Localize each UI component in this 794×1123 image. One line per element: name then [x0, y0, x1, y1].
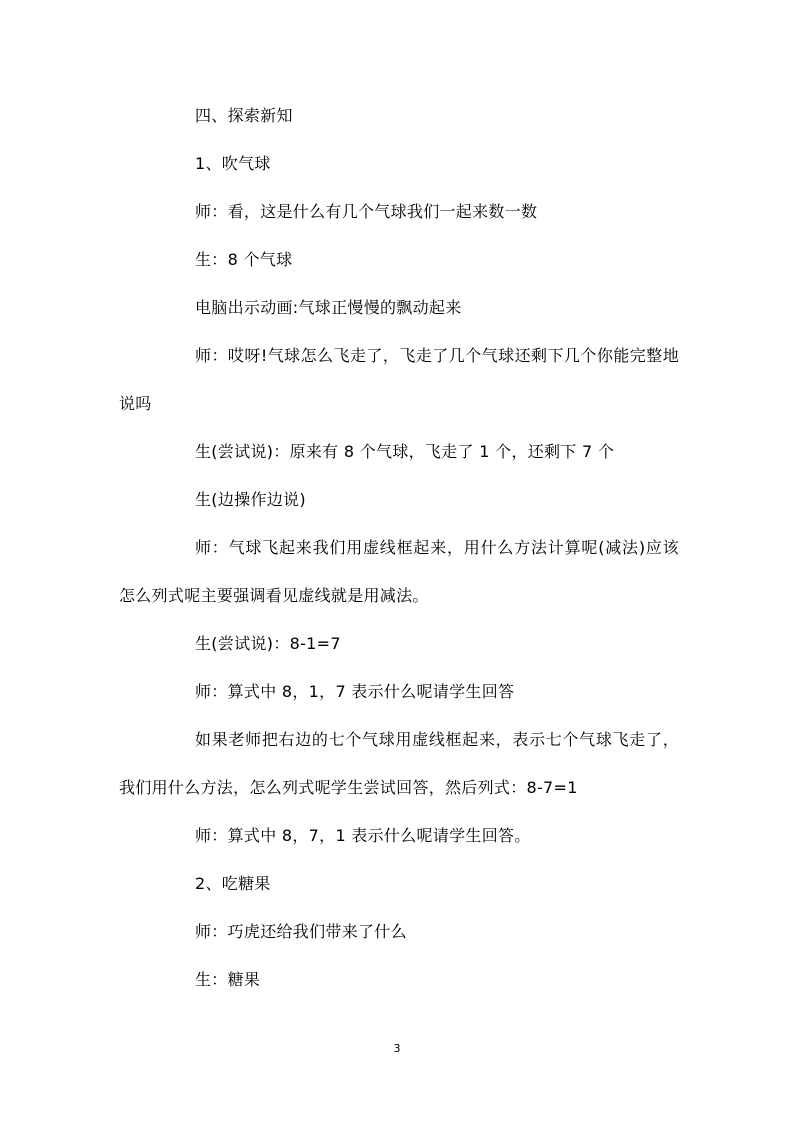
- subsection-heading: 1、吹气球: [195, 154, 271, 173]
- paragraph: 生(尝试说)：8-1=7: [195, 634, 341, 653]
- paragraph: 师：算式中 8，7，1 表示什么呢请学生回答。: [195, 826, 531, 845]
- paragraph: 生(尝试说)：原来有 8 个气球，飞走了 1 个，还剩下 7 个: [195, 442, 615, 461]
- subsection-heading: 2、吃糖果: [195, 874, 271, 893]
- page-number: 3: [393, 1042, 401, 1055]
- paragraph: 师：哎呀!气球怎么飞走了，飞走了几个气球还剩下几个你能完整地说吗: [119, 346, 679, 413]
- paragraph: 电脑出示动画:气球正慢慢的飘动起来: [195, 298, 462, 317]
- section-heading: 四、探索新知: [195, 106, 293, 125]
- paragraph: 生：8 个气球: [195, 250, 293, 269]
- document-body: [119, 92, 679, 1004]
- paragraph: 如果老师把右边的七个气球用虚线框起来，表示七个气球飞走了，我们用什么方法，怎么列式呢学生尝试回答，然后列式：8-7=1: [119, 730, 679, 797]
- paragraph: 师：算式中 8，1，7 表示什么呢请学生回答: [195, 682, 515, 701]
- paragraph: 师：气球飞起来我们用虚线框起来，用什么方法计算呢(减法)应该怎么列式呢主要强调看见虚线就是用减法。: [119, 538, 679, 605]
- paragraph: 师：巧虎还给我们带来了什么: [195, 922, 407, 941]
- paragraph: 生(边操作边说): [195, 490, 306, 509]
- paragraph: 师：看，这是什么有几个气球我们一起来数一数: [195, 202, 538, 221]
- paragraph: 生：糖果: [195, 970, 261, 989]
